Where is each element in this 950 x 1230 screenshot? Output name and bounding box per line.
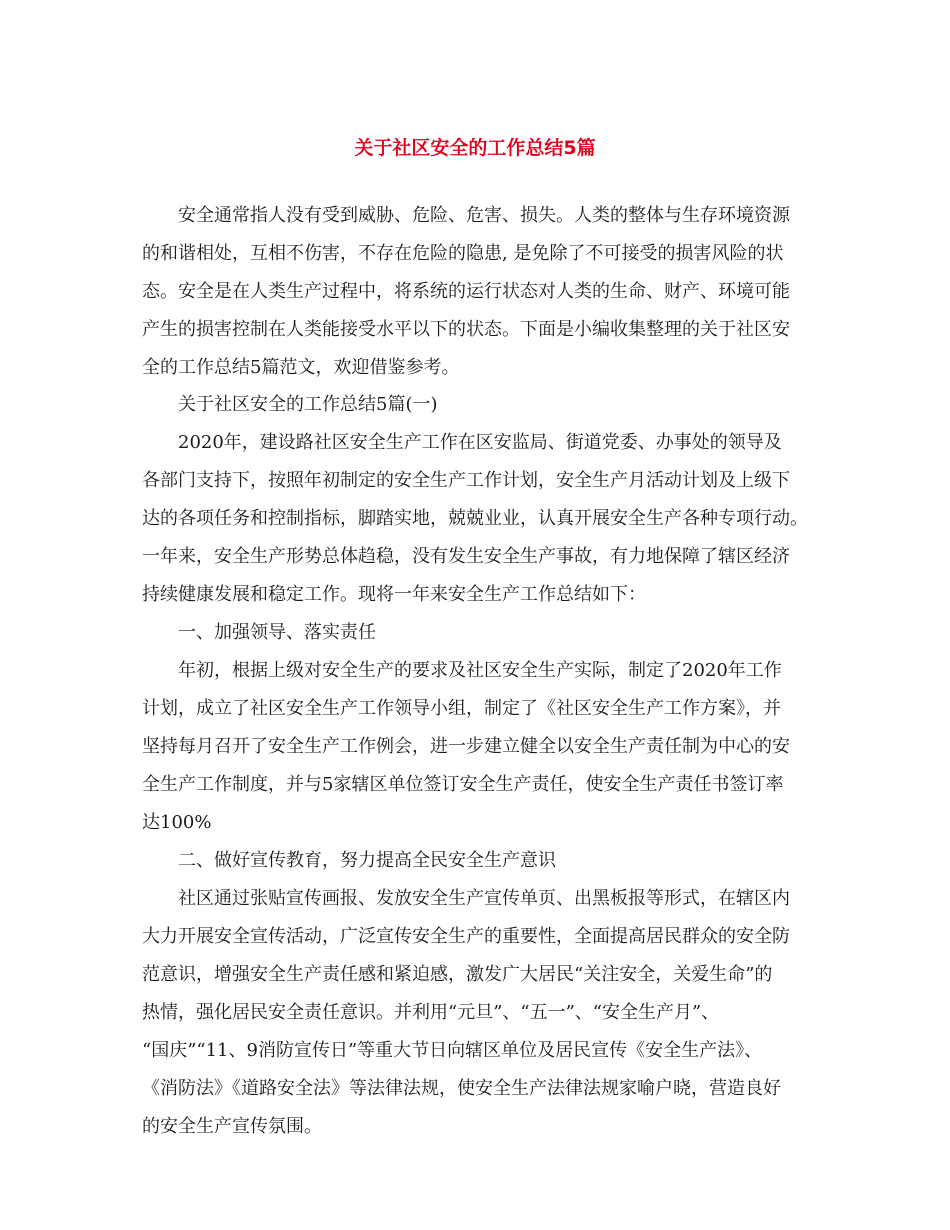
document-title: 关于社区安全的工作总结5篇 [354,137,596,159]
paragraph-line: 范意识，增强安全生产责任感和紧迫感，激发广大居民“关注安全，关爱生命”的 [142,964,773,985]
paragraph-line: 大力开展安全宣传活动，广泛宣传安全生产的重要性，全面提高居民群众的安全防 [142,926,790,947]
paragraph-line: 全生产工作制度，并与5家辖区单位签订安全生产责任，使安全生产责任书签订率 [142,774,784,795]
paragraph-line: 的安全生产宣传氛围。 [142,1116,322,1137]
paragraph-line: 达的各项任务和控制指标，脚踏实地，兢兢业业，认真开展安全生产各种专项行动。 [142,508,808,529]
paragraph-line: 各部门支持下，按照年初制定的安全生产工作计划，安全生产月活动计划及上级下 [142,470,790,491]
paragraph-line: 热情，强化居民安全责任意识。并利用“元旦”、“五一”、“安全生产月”、 [142,1002,720,1023]
paragraph-line: 态。安全是在人类生产过程中，将系统的运行状态对人类的生命、财产、环境可能 [142,281,790,302]
paragraph-line: 达100% [142,812,212,833]
paragraph-line: 安全通常指人没有受到威胁、危险、危害、损失。人类的整体与生存环境资源 [178,205,790,226]
paragraph-line: 全的工作总结5篇范文，欢迎借鉴参考。 [142,357,460,378]
paragraph-line: 的和谐相处，互相不伤害，不存在危险的隐患, 是免除了不可接受的损害风险的状 [142,243,784,264]
paragraph-line: 持续健康发展和稳定工作。现将一年来安全生产工作总结如下： [142,584,646,605]
paragraph-line: 《消防法》《道路安全法》等法律法规，使安全生产法律法规家喻户晓，营造良好 [142,1078,781,1099]
paragraph-line: 坚持每月召开了安全生产工作例会，进一步建立健全以安全生产责任制为中心的安 [142,736,790,757]
paragraph-line: 社区通过张贴宣传画报、发放安全生产宣传单页、出黑板报等形式，在辖区内 [178,888,790,909]
paragraph-line: “国庆”“11、9消防宣传日”等重大节日向辖区单位及居民宣传《安全生产法》、 [142,1040,763,1061]
section-heading: 二、做好宣传教育，努力提高全民安全生产意识 [178,850,556,871]
paragraph-line: 年初，根据上级对安全生产的要求及社区安全生产实际，制定了2020年工作 [178,660,782,681]
paragraph-line: 计划，成立了社区安全生产工作领导小组，制定了《社区安全生产工作方案》，并 [142,698,781,719]
paragraph-line: 产生的损害控制在人类能接受水平以下的状态。下面是小编收集整理的关于社区安 [142,319,790,340]
paragraph-line: 2020年，建设路社区安全生产工作在区安监局、街道党委、办事处的领导及 [178,432,782,453]
section-heading: 关于社区安全的工作总结5篇(一) [178,394,438,415]
section-heading: 一、加强领导、落实责任 [178,622,376,643]
paragraph-line: 一年来，安全生产形势总体趋稳，没有发生安全生产事故，有力地保障了辖区经济 [142,546,790,567]
